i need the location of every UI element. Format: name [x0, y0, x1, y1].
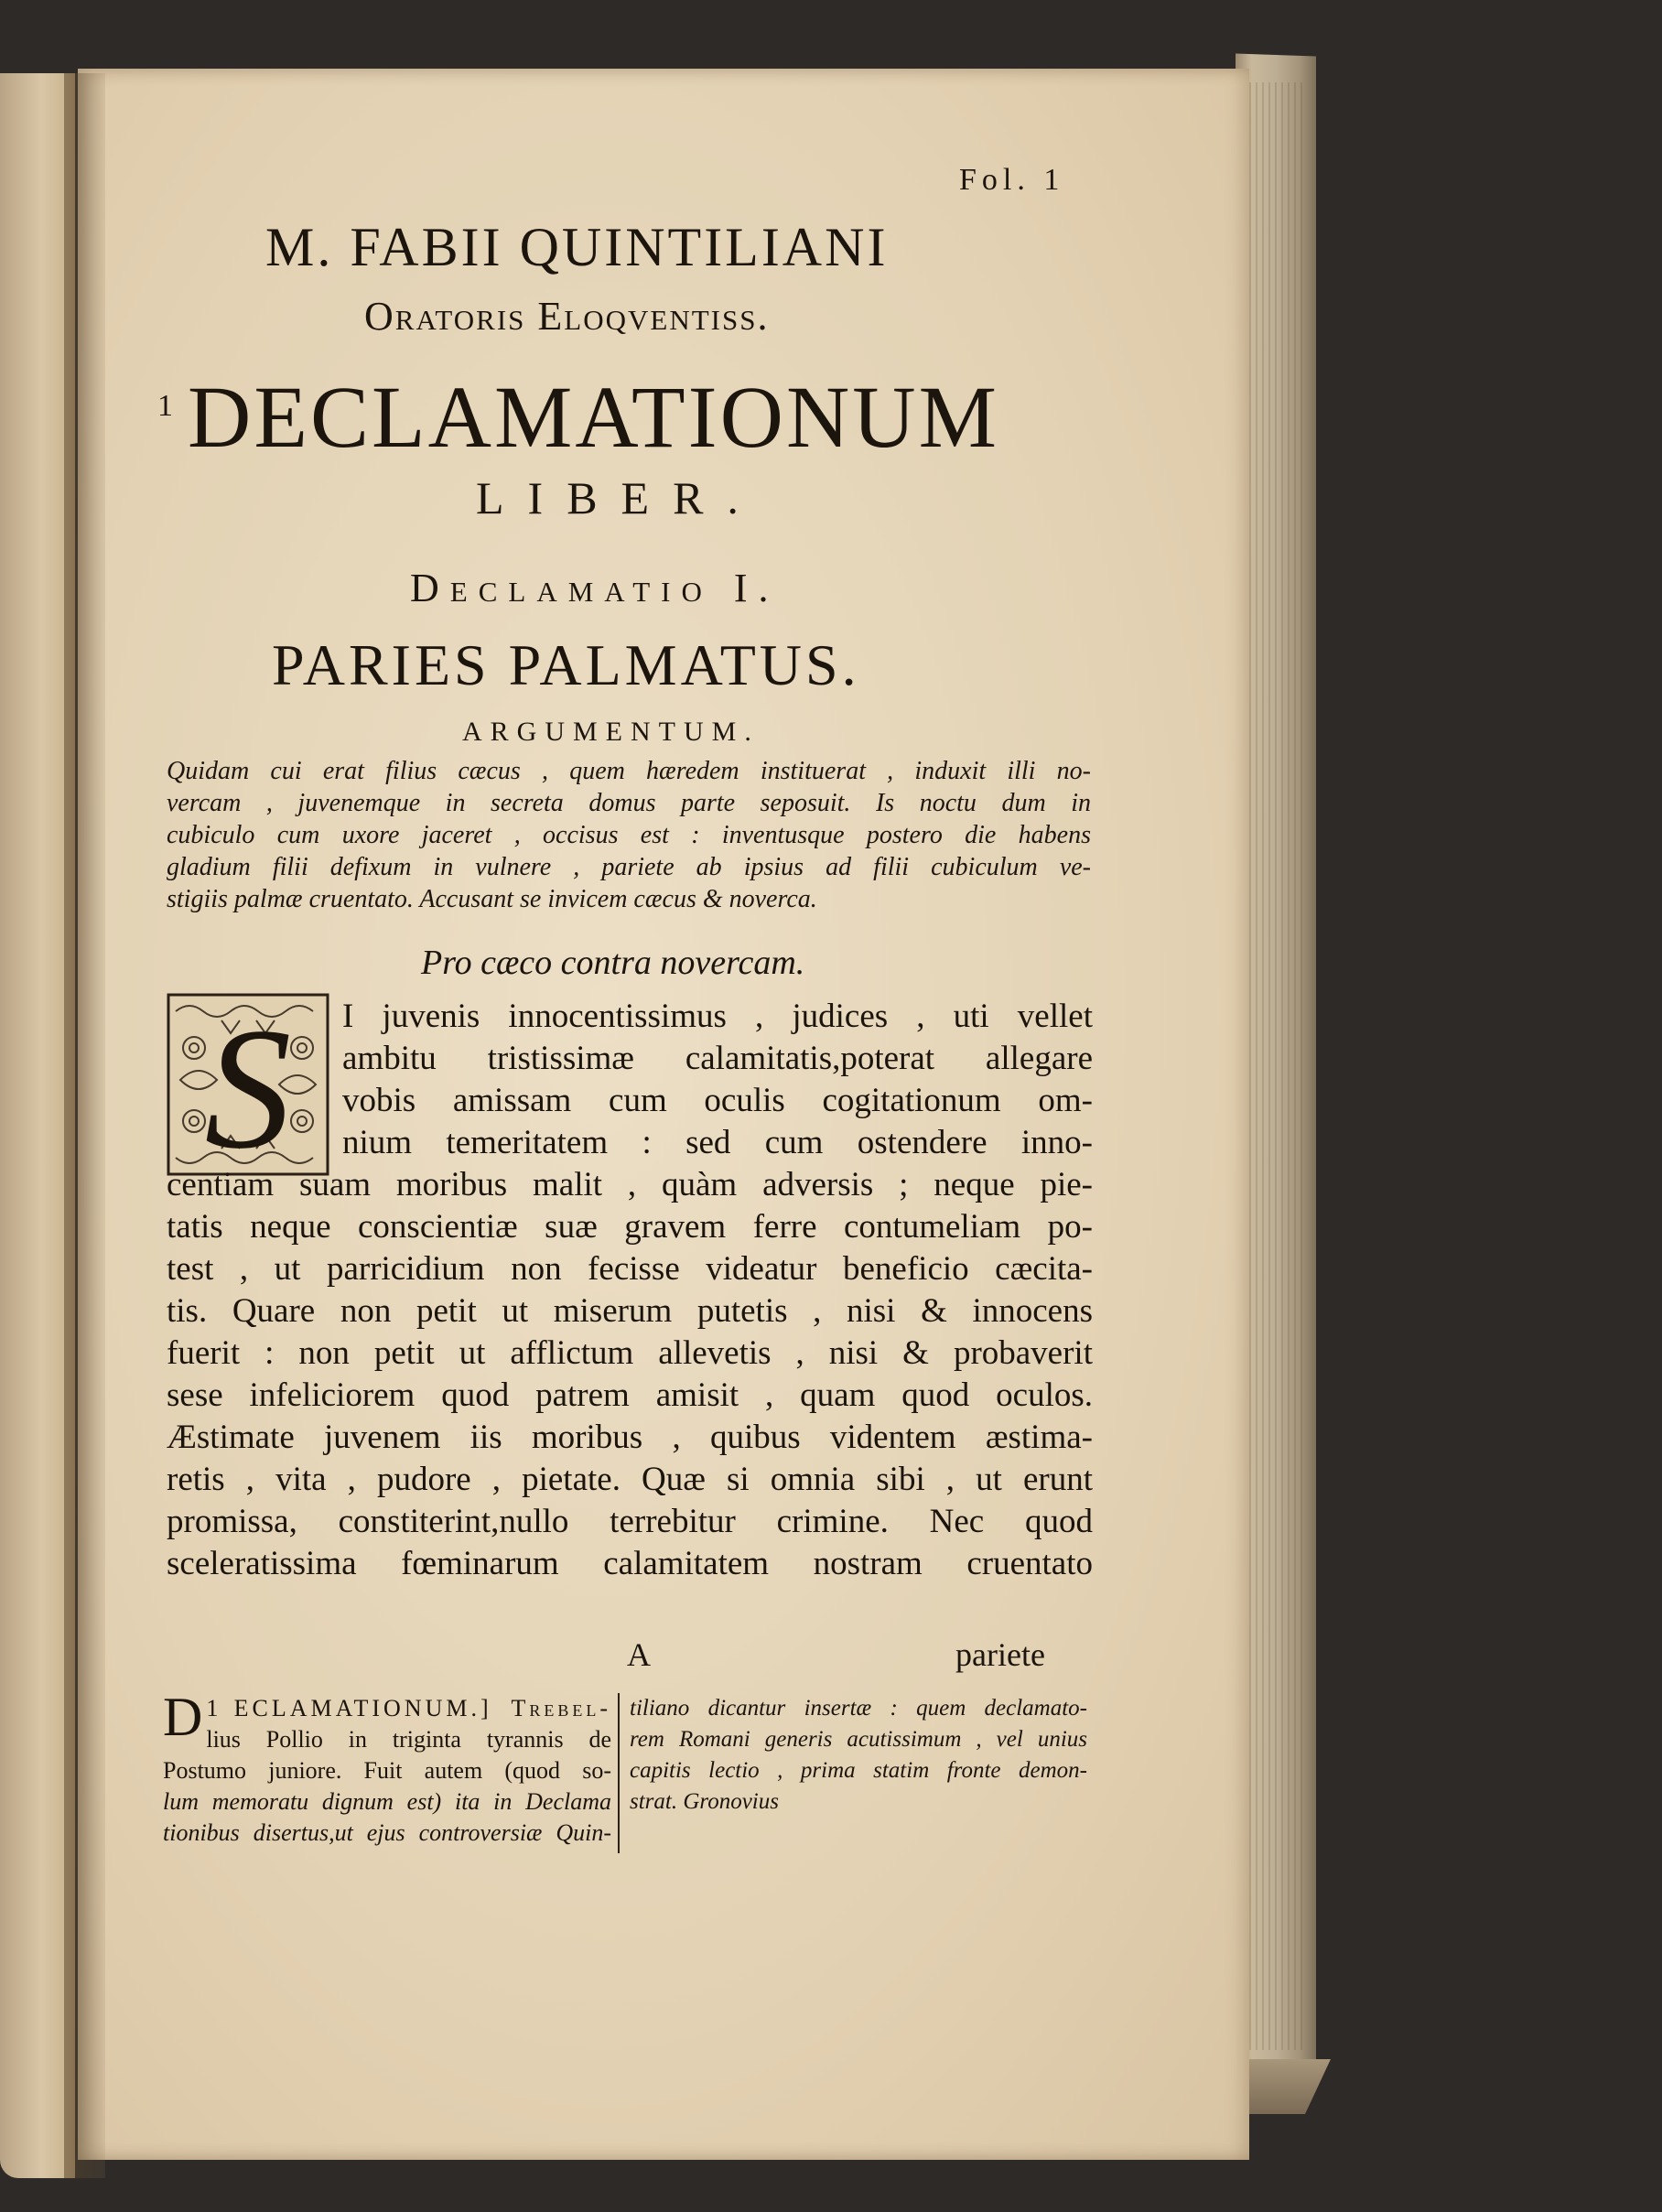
footnote-line: rem Romani generis acutissimum , vel unius	[630, 1727, 1087, 1752]
folio-number: Fol. 1	[959, 163, 1065, 197]
author-heading: M. FABII QUINTILIANI	[265, 217, 889, 277]
gutter-shadow	[64, 73, 105, 2178]
main-text	[167, 996, 1093, 1585]
footnote-line: tiliano dicantur insertæ : quem declamato-	[630, 1696, 1087, 1721]
footnote-line: lius Pollio in triginta tyrannis de	[206, 1726, 611, 1753]
main-line: vobis amissam cum oculis cogitationum om-	[342, 1082, 1093, 1119]
book-label: LIBER.	[476, 472, 762, 523]
main-line: centiam suam moribus malit , quàm adversis ; neque pie-	[167, 1166, 1093, 1203]
argument-line: stigiis palmæ cruentato. Accusant se invicem cæcus & noverca.	[167, 885, 817, 913]
footnote-reference: 1	[157, 389, 173, 423]
argument-line: cubiculo cum uxore jaceret , occisus est : inventusque postero die habens	[167, 821, 1091, 849]
case-title: PARIES PALMATUS.	[272, 632, 860, 697]
main-line: sese infeliciorem quod patrem amisit , quam quod oculos.	[167, 1376, 1093, 1414]
footnote-divider	[618, 1693, 620, 1853]
footnote-line: strat. Gronovius	[630, 1789, 779, 1814]
main-line: test , ut parricidium non fecisse videatur beneficio cæcita-	[167, 1250, 1093, 1288]
footnote-line: capitis lectio , prima statim fronte demon-	[630, 1758, 1087, 1783]
main-line: sceleratissima fœminarum calamitatem nostram cruentato	[167, 1545, 1093, 1582]
fore-edge-texture	[1249, 82, 1304, 2050]
main-line: tatis neque conscientiæ suæ gravem ferre contumeliam po-	[167, 1208, 1093, 1246]
main-line: fuerit : non petit ut afflictum allevetis , nisi & probaverit	[167, 1334, 1093, 1372]
footnote-line: Postumo juniore. Fuit autem (quod so-	[163, 1757, 611, 1784]
footnote-line-text: ECLAMATIONUM.] Trebel-	[233, 1695, 612, 1721]
footnote-left-column	[163, 1687, 612, 1849]
footnote-drop-initial: D	[163, 1687, 203, 1747]
speech-heading: Pro cæco contra novercam.	[421, 944, 805, 982]
footnote-line: lum memoratu dignum est) ita in Declama	[163, 1788, 611, 1815]
main-line: ambitu tristissimæ calamitatis,poterat allegare	[342, 1040, 1093, 1077]
declamation-number: Declamatio I.	[410, 566, 780, 610]
argument-line: vercam , juvenemque in secreta domus parte seposuit. Is noctu dum in	[167, 789, 1091, 817]
main-line: tis. Quare non petit ut miserum putetis , nisi & innocens	[167, 1292, 1093, 1330]
main-line: retis , vita , pudore , pietate. Quæ si omnia sibi , ut erunt	[167, 1461, 1093, 1498]
main-line: promissa, constiterint,nullo terrebitur crimine. Nec quod	[167, 1503, 1093, 1540]
signature-mark: A	[627, 1636, 651, 1673]
argument-line: gladium filii defixum in vulnere , pariete ab ipsius ad filii cubiculum ve-	[167, 853, 1091, 881]
catchword: pariete	[955, 1636, 1045, 1673]
main-line: I juvenis innocentissimus , judices , uti vellet	[342, 998, 1093, 1035]
main-line: nium temeritatem : sed cum ostendere inno-	[342, 1124, 1093, 1161]
argument-heading: ARGUMENTUM.	[462, 717, 760, 747]
argument-text	[167, 755, 1091, 915]
footnote-right-column	[630, 1693, 1087, 1818]
author-epithet: Oratoris Eloqventiss.	[364, 294, 770, 339]
footnote-line	[163, 1693, 611, 1724]
main-line: Æstimate juvenem iis moribus , quibus videntem æstima-	[167, 1419, 1093, 1456]
footnote-line: tionibus disertus,ut ejus controversiæ Quin-	[163, 1819, 611, 1846]
initial-letter: S	[204, 993, 292, 1176]
argument-line: Quidam cui erat filius cæcus , quem hæredem instituerat , induxit illi no-	[167, 757, 1091, 785]
footnote-number: 1	[206, 1695, 219, 1721]
work-title: DECLAMATIONUM	[188, 368, 999, 466]
